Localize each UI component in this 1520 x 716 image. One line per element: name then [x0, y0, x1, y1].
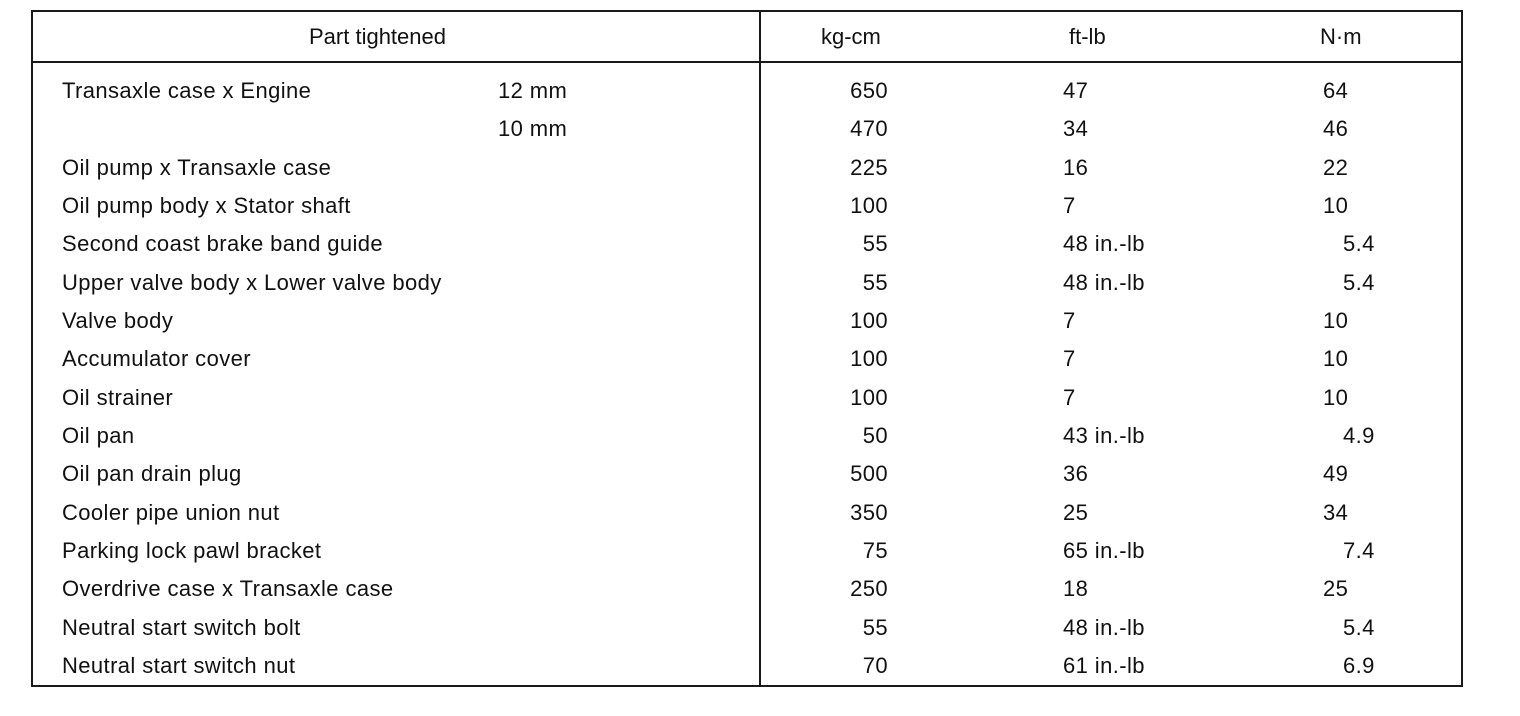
n-m-cell: 10: [1323, 384, 1349, 410]
n-m-cell: 25: [1323, 576, 1349, 602]
ft-lb-cell: 7: [1063, 384, 1076, 410]
table-row: [33, 574, 1461, 612]
kg-cm-cell: 100: [850, 384, 888, 410]
part-name-cell: Neutral start switch bolt: [62, 614, 301, 640]
table-row: [33, 268, 1461, 306]
table-row: [33, 153, 1461, 191]
table-row: [33, 459, 1461, 497]
kg-cm-cell: 55: [862, 614, 888, 640]
n-m-cell: 10: [1323, 307, 1349, 333]
ft-lb-cell: 18: [1063, 576, 1089, 602]
part-name-cell: Oil strainer: [62, 384, 174, 410]
n-m-cell: 46: [1323, 116, 1349, 142]
table-body: [33, 76, 1461, 689]
n-m-cell: 7.4: [1343, 537, 1375, 563]
ft-lb-cell: 25: [1063, 499, 1089, 525]
kg-cm-cell: 55: [862, 231, 888, 257]
n-m-cell: 4.9: [1343, 422, 1375, 448]
table-row: [33, 498, 1461, 536]
bolt-size-cell: 12 mm: [498, 78, 568, 103]
table-row: [33, 651, 1461, 689]
ft-lb-cell: 7: [1063, 192, 1076, 218]
table-row: [33, 191, 1461, 229]
table-row: [33, 306, 1461, 344]
ft-lb-cell: 47: [1063, 78, 1089, 103]
table-row: [33, 536, 1461, 574]
n-m-cell: 10: [1323, 346, 1349, 372]
ft-lb-cell: 34: [1063, 116, 1089, 142]
header-kg-cm: kg-cm: [821, 24, 881, 49]
table-row: [33, 613, 1461, 651]
n-m-cell: 5.4: [1343, 269, 1375, 295]
part-name-cell: Second coast brake band guide: [62, 231, 384, 257]
n-m-cell: 49: [1323, 461, 1349, 487]
part-name-cell: Parking lock pawl bracket: [62, 537, 322, 563]
kg-cm-cell: 100: [850, 307, 888, 333]
n-m-cell: 10: [1323, 192, 1349, 218]
kg-cm-cell: 100: [850, 192, 888, 218]
kg-cm-cell: 500: [850, 461, 888, 487]
header-rule: [33, 61, 1461, 63]
part-name-cell: Neutral start switch nut: [62, 652, 296, 678]
part-name-cell: Oil pump body x Stator shaft: [62, 192, 351, 218]
part-name-cell: Accumulator cover: [62, 346, 251, 372]
bolt-size-cell: 10 mm: [498, 116, 568, 142]
ft-lb-cell: 48 in.-lb: [1063, 231, 1145, 257]
torque-spec-table: [31, 10, 1463, 687]
n-m-cell: 5.4: [1343, 231, 1375, 257]
table-row: [33, 421, 1461, 459]
part-name-cell: Valve body: [62, 307, 174, 333]
ft-lb-cell: 48 in.-lb: [1063, 269, 1145, 295]
table-row: [33, 383, 1461, 421]
ft-lb-cell: 16: [1063, 154, 1089, 180]
header-ft-lb: ft-lb: [1069, 24, 1106, 49]
kg-cm-cell: 100: [850, 346, 888, 372]
kg-cm-cell: 225: [850, 154, 888, 180]
kg-cm-cell: 350: [850, 499, 888, 525]
ft-lb-cell: 43 in.-lb: [1063, 422, 1145, 448]
header-part-tightened: Part tightened: [309, 24, 446, 49]
ft-lb-cell: 48 in.-lb: [1063, 614, 1145, 640]
ft-lb-cell: 36: [1063, 461, 1089, 487]
part-name-cell: Oil pan: [62, 422, 135, 448]
table-row: [33, 344, 1461, 382]
n-m-cell: 6.9: [1343, 652, 1375, 678]
n-m-cell: 22: [1323, 154, 1349, 180]
kg-cm-cell: 55: [862, 269, 888, 295]
kg-cm-cell: 250: [850, 576, 888, 602]
n-m-cell: 5.4: [1343, 614, 1375, 640]
kg-cm-cell: 70: [862, 652, 888, 678]
part-name-cell: Overdrive case x Transaxle case: [62, 576, 394, 602]
ft-lb-cell: 7: [1063, 307, 1076, 333]
ft-lb-cell: 61 in.-lb: [1063, 652, 1145, 678]
part-name-cell: Oil pan drain plug: [62, 461, 242, 487]
header-n-m: N·m: [1320, 24, 1362, 49]
part-name-cell: Oil pump x Transaxle case: [62, 154, 332, 180]
part-name-cell: Transaxle case x Engine: [62, 78, 312, 103]
table-row: [33, 76, 1461, 114]
kg-cm-cell: 50: [862, 422, 888, 448]
kg-cm-cell: 470: [850, 116, 888, 142]
table-row: [33, 114, 1461, 152]
ft-lb-cell: 7: [1063, 346, 1076, 372]
kg-cm-cell: 75: [862, 537, 888, 563]
n-m-cell: 34: [1323, 499, 1349, 525]
part-name-cell: Cooler pipe union nut: [62, 499, 280, 525]
part-name-cell: Upper valve body x Lower valve body: [62, 269, 442, 295]
table-row: [33, 229, 1461, 267]
kg-cm-cell: 650: [850, 78, 888, 103]
n-m-cell: 64: [1323, 78, 1349, 103]
ft-lb-cell: 65 in.-lb: [1063, 537, 1145, 563]
